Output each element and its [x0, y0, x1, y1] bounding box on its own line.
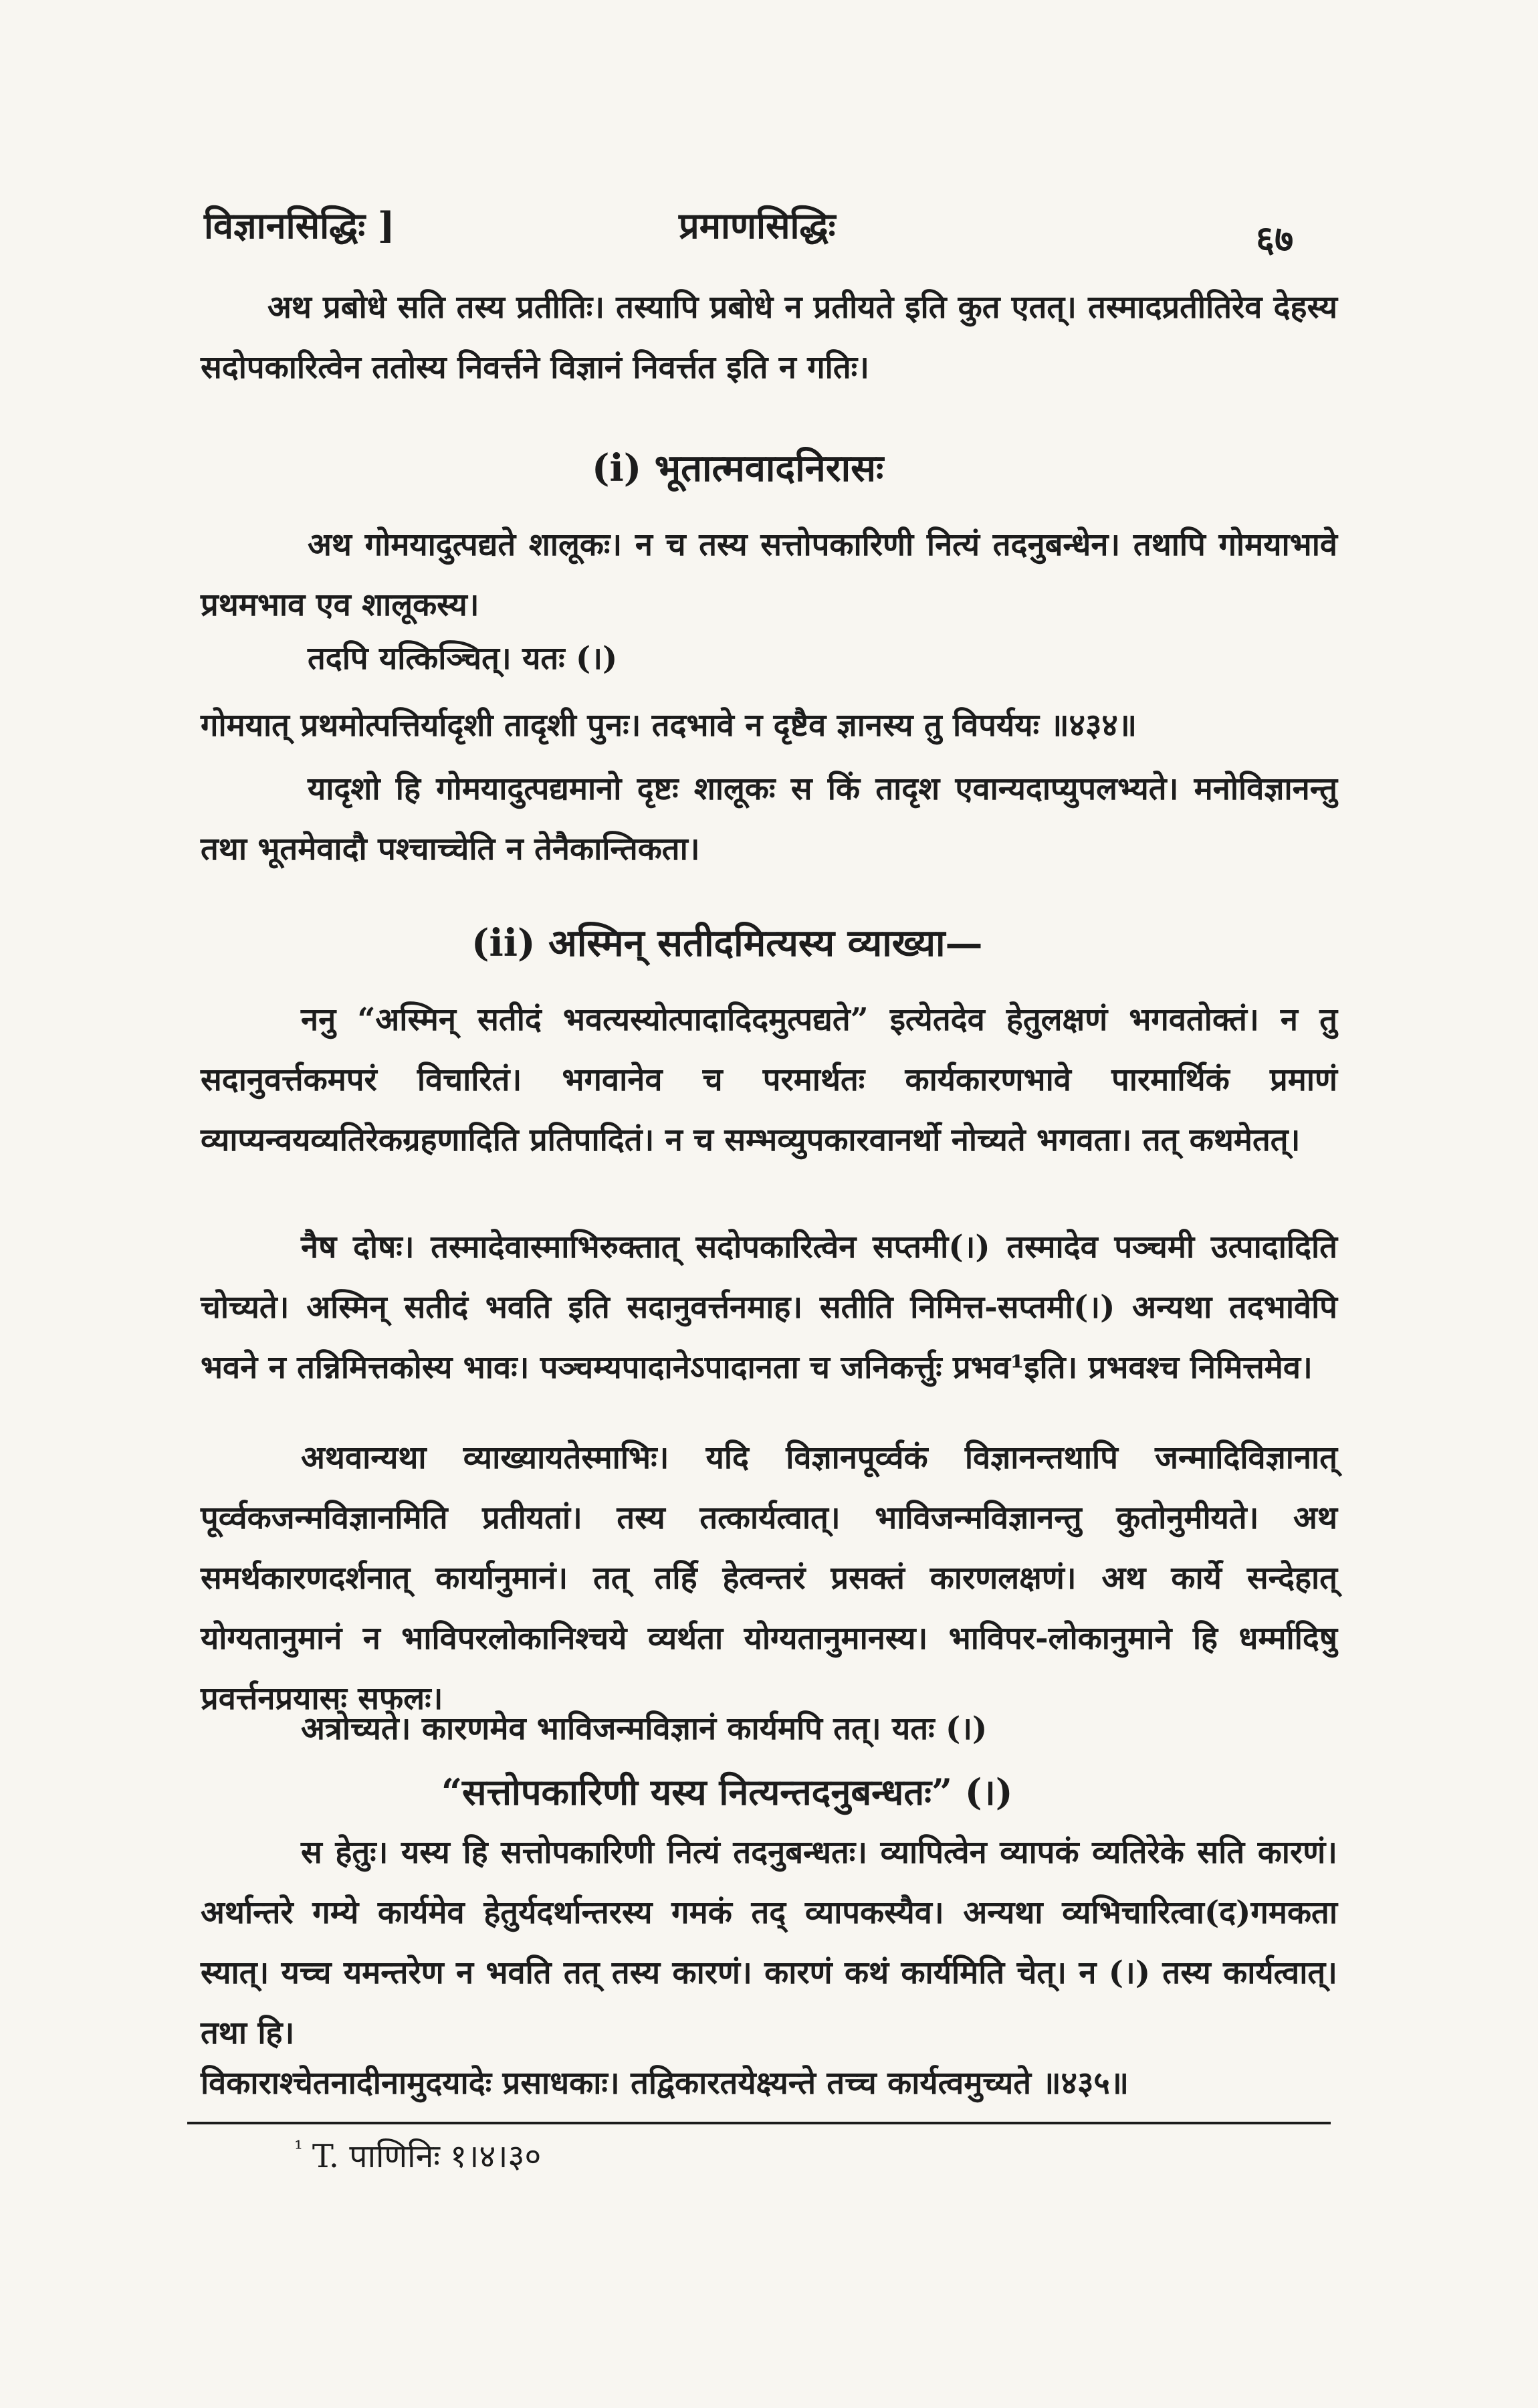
paragraph-1: अथ प्रबोधे सति तस्य प्रतीतिः। तस्यापि प्रबोधे न प्रतीयते इति कुत एतत्। तस्मादप्रतीतिरेव देहस्य सदोपकारित्वेन ततोस्य निवर्त्तने विज्ञानं निवर्त्तत इति न गतिः।	[201, 289, 1337, 386]
page-number: ६७	[1256, 217, 1294, 260]
verse-435: विकाराश्चेतनादीनामुदयादेः प्रसाधकाः। तद्विकारतयेक्ष्यन्ते तच्च कार्यत्वमुच्यते ॥४३५॥	[201, 2065, 1129, 2102]
paragraph-8: अत्रोच्यते। कारणमेव भाविजन्मविज्ञानं कार्यमपि तत्। यतः (।)	[301, 1710, 988, 1747]
paragraph-3: तदपि यत्किञ्चित्। यतः (।)	[308, 640, 618, 677]
running-header-title: प्रमाणसिद्धिः	[679, 204, 836, 247]
paragraph-2: अथ गोमयादुत्पद्यते शालूकः। न च तस्य सत्तोपकारिणी नित्यं तदनुबन्धेन। तथापि गोमयाभावे प्रथमभाव एव शालूकस्य।	[201, 526, 1337, 623]
paragraph-9: स हेतुः। यस्य हि सत्तोपकारिणी नित्यं तदनुबन्धतः। व्यापित्वेन व्यापकं व्यतिरेके सति कारणं। अर्थान्तरे गम्ये कार्यमेव हेतुर्यदर्थान्तरस्य गमकं तद् व्यापकस्यैव। अन्यथा व्यभिचारित्वा(द)गमकता स्यात्। यच्च यमन्तरेण न भवति तत् तस्य कारणं। कारणं कथं कार्यमिति चेत्। न (।) तस्य कार्यत्वात्। तथा हि।	[201, 1834, 1337, 2051]
verse-434: गोमयात् प्रथमोत्पत्तिर्यादृशी तादृशी पुनः। तदभावे न दृष्टैव ज्ञानस्य तु विपर्ययः ॥४३४॥	[201, 707, 1137, 744]
footnote-rule	[187, 2122, 1331, 2124]
footnote	[294, 2134, 541, 2177]
paragraph-5: ननु “अस्मिन् सतीदं भवत्यस्योत्पादादिदमुत्पद्यते” इत्येतदेव हेतुलक्षणं भगवतोक्तं। न तु सदानुवर्त्तकमपरं विचारितं। भगवानेव च परमार्थतः कार्यकारणभावे पारमार्थिकं प्रमाणं व्याप्यन्वयव्यतिरेकग्रहणादिति प्रतिपादितं। न च सम्भव्युपकारवानर्थो नोच्यते भगवता। तत् कथमेतत्।	[201, 1001, 1337, 1159]
paragraph-4: यादृशो हि गोमयादुत्पद्यमानो दृष्टः शालूकः स किं तादृश एवान्यदाप्युपलभ्यते। मनोविज्ञानन्तु तथा भूतमेवादौ पश्चाच्चेति न तेनैकान्तिकता।	[201, 771, 1337, 868]
quoted-verse: “सत्तोपकारिणी यस्य नित्यन्तदनुबन्धतः” (।)	[441, 1771, 1013, 1813]
section-heading-2: (ii) अस्मिन् सतीदमित्यस्य व्याख्या—	[471, 921, 983, 965]
footnote-text: T. पाणिनिः १।४।३०	[312, 2138, 542, 2175]
section-heading-1: (i) भूतात्मवादनिरासः	[592, 446, 884, 490]
paragraph-6: नैष दोषः। तस्मादेवास्माभिरुक्तात् सदोपकारित्वेन सप्तमी(।) तस्मादेव पञ्चमी उत्पादादिति चोच्यते। अस्मिन् सतीदं भवति इति सदानुवर्त्तनमाह। सतीति निमित्त-सप्तमी(।) अन्यथा तदभावेपि भवने न तन्निमित्तकोस्य भावः। पञ्चम्यपादानेऽपादानता च जनिकर्त्तुः प्रभव¹इति। प्रभवश्च निमित्तमेव।	[201, 1229, 1337, 1386]
running-header-left: विज्ञानसिद्धिः ]	[204, 204, 395, 247]
paragraph-7: अथवान्यथा व्याख्यायतेस्माभिः। यदि विज्ञानपूर्व्वकं विज्ञानन्तथापि जन्मादिविज्ञानात् पूर्व्वकजन्मविज्ञानमिति प्रतीयतां। तस्य तत्कार्यत्वात्। भाविजन्मविज्ञानन्तु कुतोनुमीयते। अथ समर्थकारणदर्शनात् कार्यानुमानं। तत् तर्हि हेत्वन्तरं प्रसक्तं कारणलक्षणं। अथ कार्ये सन्देहात् योग्यतानुमानं न भाविपरलोकानिश्चये व्यर्थता योग्यतानुमानस्य। भाविपर-लोकानुमाने हि धर्म्मादिषु प्रवर्त्तनप्रयासः सफलः।	[201, 1439, 1337, 1717]
footnote-marker: ¹	[294, 2136, 303, 2161]
